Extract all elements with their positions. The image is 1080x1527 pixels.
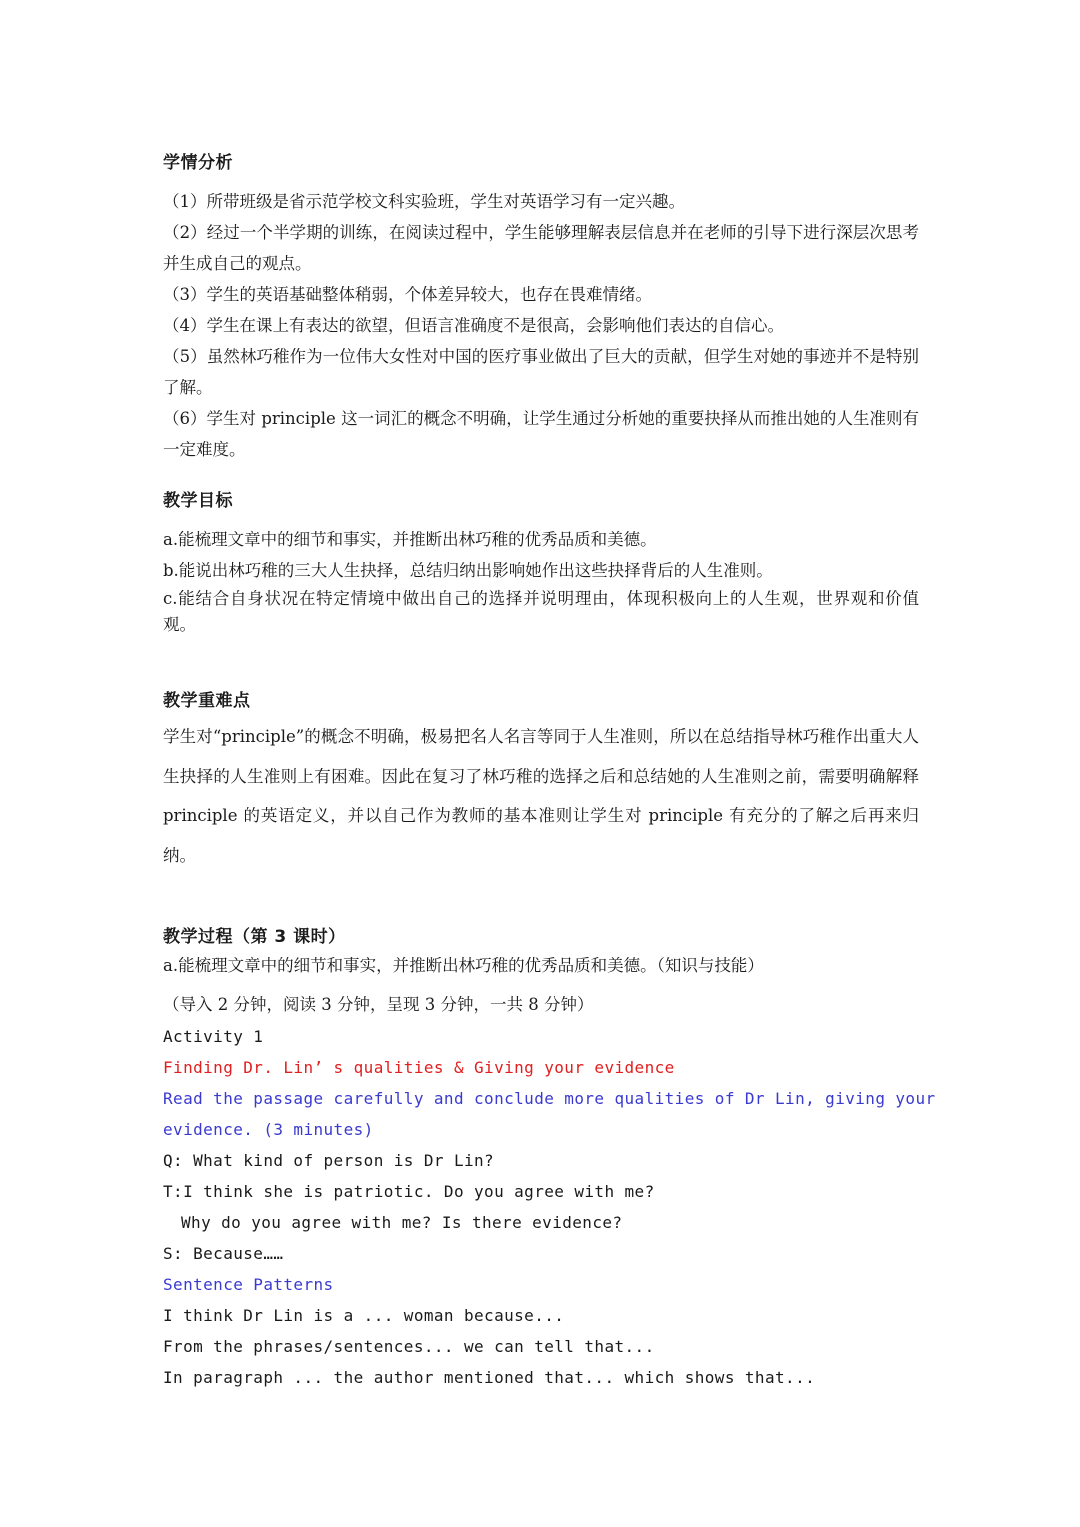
- process-heading: 教学过程（第 3 课时）: [163, 927, 346, 947]
- goals-heading: 教学目标: [163, 491, 233, 511]
- activity-instruction-line1: Read the passage carefully and conclude more qualities of Dr Lin, giving your: [163, 1089, 936, 1108]
- analysis-item: （6）学生对 principle 这一词汇的概念不明确，让学生通过分析她的重要抉择从而推出她的人生准则有一定难度。: [163, 409, 919, 459]
- goal-item: b.能说出林巧稚的三大人生抉择，总结归纳出影响她作出这些抉择背后的人生准则。: [163, 561, 773, 580]
- analysis-item: （3）学生的英语基础整体稍弱，个体差异较大，也存在畏难情绪。: [163, 285, 652, 304]
- analysis-item: （4）学生在课上有表达的欲望，但语言准确度不是很高，会影响他们表达的自信心。: [163, 316, 784, 335]
- question-line: Q: What kind of person is Dr Lin?: [163, 1151, 495, 1170]
- difficulties-heading: 教学重难点: [163, 691, 251, 711]
- analysis-item: （1）所带班级是省示范学校文科实验班，学生对英语学习有一定兴趣。: [163, 192, 685, 211]
- teacher-line2: Why do you agree with me? Is there evidence?: [181, 1213, 623, 1232]
- analysis-heading: 学情分析: [163, 153, 233, 173]
- pattern-item: From the phrases/sentences... we can tell that...: [163, 1337, 655, 1356]
- activity-title: Finding Dr. Lin’ s qualities & Giving your evidence: [163, 1058, 675, 1077]
- analysis-item: （5）虽然林巧稚作为一位伟大女性对中国的医疗事业做出了巨大的贡献，但学生对她的事迹并不是特别了解。: [163, 347, 919, 397]
- goal-item: c.能结合自身状况在特定情境中做出自己的选择并说明理由，体现积极向上的人生观，世界观和价值观。: [163, 589, 919, 634]
- patterns-label: Sentence Patterns: [163, 1275, 334, 1294]
- process-goal: a.能梳理文章中的细节和事实，并推断出林巧稚的优秀品质和美德。（知识与技能）: [163, 956, 764, 975]
- activity-label: Activity 1: [163, 1027, 264, 1046]
- activity-instruction-line2: evidence. (3 minutes): [163, 1120, 374, 1139]
- goals-list: [163, 524, 919, 638]
- process-timing: （导入 2 分钟，阅读 3 分钟，呈现 3 分钟，一共 8 分钟）: [163, 995, 594, 1014]
- analysis-item: （2）经过一个半学期的训练，在阅读过程中，学生能够理解表层信息并在老师的引导下进行深层次思考并生成自己的观点。: [163, 223, 919, 273]
- analysis-list: [163, 186, 919, 465]
- activity-instruction-wrap: [163, 1083, 936, 1114]
- student-line: S: Because……: [163, 1244, 284, 1263]
- difficulties-text: 学生对“principle”的概念不明确，极易把名人名言等同于人生准则，所以在总结指导林巧稚作出重大人生抉择的人生准则上有困难。因此在复习了林巧稚的选择之后和总结她的人生准则之前，需要明确解释 principle 的英语定义，并以自己作为教师的基本准则让学生对 principle 有充分的了解之后再来归纳。: [163, 727, 919, 865]
- pattern-item: In paragraph ... the author mentioned that... which shows that...: [163, 1368, 816, 1387]
- pattern-item: I think Dr Lin is a ... woman because...: [163, 1306, 565, 1325]
- goal-item: a.能梳理文章中的细节和事实，并推断出林巧稚的优秀品质和美德。: [163, 530, 657, 549]
- teacher-line1: T:I think she is patriotic. Do you agree with me?: [163, 1182, 655, 1201]
